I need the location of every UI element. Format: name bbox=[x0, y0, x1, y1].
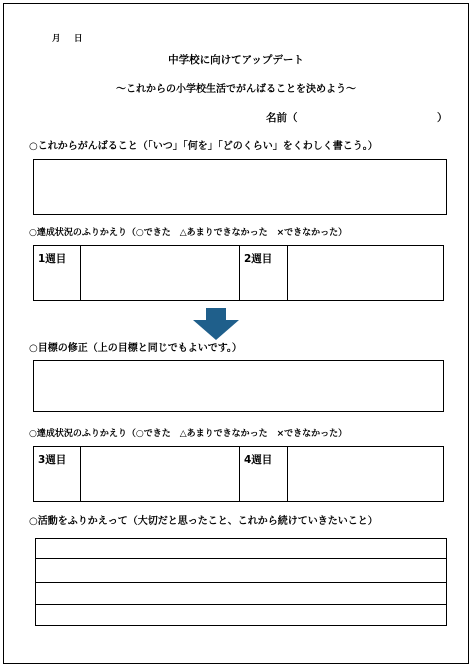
goal-write-box[interactable] bbox=[33, 159, 447, 215]
reflect-heading: ○活動をふりかえって（大切だと思ったこと、これから続けていきたいこと） bbox=[29, 516, 378, 527]
review-1-table bbox=[33, 245, 444, 301]
week-2-entry-cell[interactable] bbox=[288, 246, 443, 300]
review-2-table bbox=[33, 446, 444, 502]
review-2-heading: ○達成状況のふりかえり（○できた △あまりできなかった ×できなかった） bbox=[29, 429, 348, 439]
reflect-line[interactable] bbox=[36, 539, 446, 559]
week-3-label: 3週目 bbox=[38, 454, 67, 466]
page-subtitle: 〜これからの小学校生活でがんばることを決めよう〜 bbox=[116, 84, 356, 95]
reflect-lines[interactable] bbox=[35, 538, 447, 626]
week-1-label: 1週目 bbox=[38, 253, 67, 265]
goal-heading: ○これからがんばること（「いつ」「何を」「どのくらい」をくわしく書こう。） bbox=[29, 141, 378, 152]
reflect-line[interactable] bbox=[36, 583, 446, 605]
week-4-entry-cell[interactable] bbox=[288, 447, 443, 501]
down-arrow-icon bbox=[193, 308, 239, 340]
week-1-entry-cell[interactable] bbox=[81, 246, 240, 300]
week-3-label-cell bbox=[34, 447, 81, 501]
day-label: 日 bbox=[74, 34, 83, 44]
month-label: 月 bbox=[52, 34, 61, 44]
revise-write-box[interactable] bbox=[33, 360, 444, 412]
week-3-entry-cell[interactable] bbox=[81, 447, 240, 501]
week-2-label-cell bbox=[240, 246, 288, 300]
name-close-paren: ） bbox=[437, 112, 448, 124]
week-4-label-cell bbox=[240, 447, 288, 501]
revise-heading: ○目標の修正（上の目標と同じでもよいです。） bbox=[29, 343, 242, 354]
week-2-label: 2週目 bbox=[244, 253, 273, 265]
week-1-label-cell bbox=[34, 246, 81, 300]
reflect-line[interactable] bbox=[36, 605, 446, 625]
reflect-line[interactable] bbox=[36, 559, 446, 583]
review-1-heading: ○達成状況のふりかえり（○できた △あまりできなかった ×できなかった） bbox=[29, 228, 348, 238]
page-title: 中学校に向けてアップデート bbox=[168, 54, 304, 66]
name-label: 名前（ bbox=[266, 112, 298, 124]
week-4-label: 4週目 bbox=[244, 454, 273, 466]
worksheet-page bbox=[3, 3, 469, 664]
